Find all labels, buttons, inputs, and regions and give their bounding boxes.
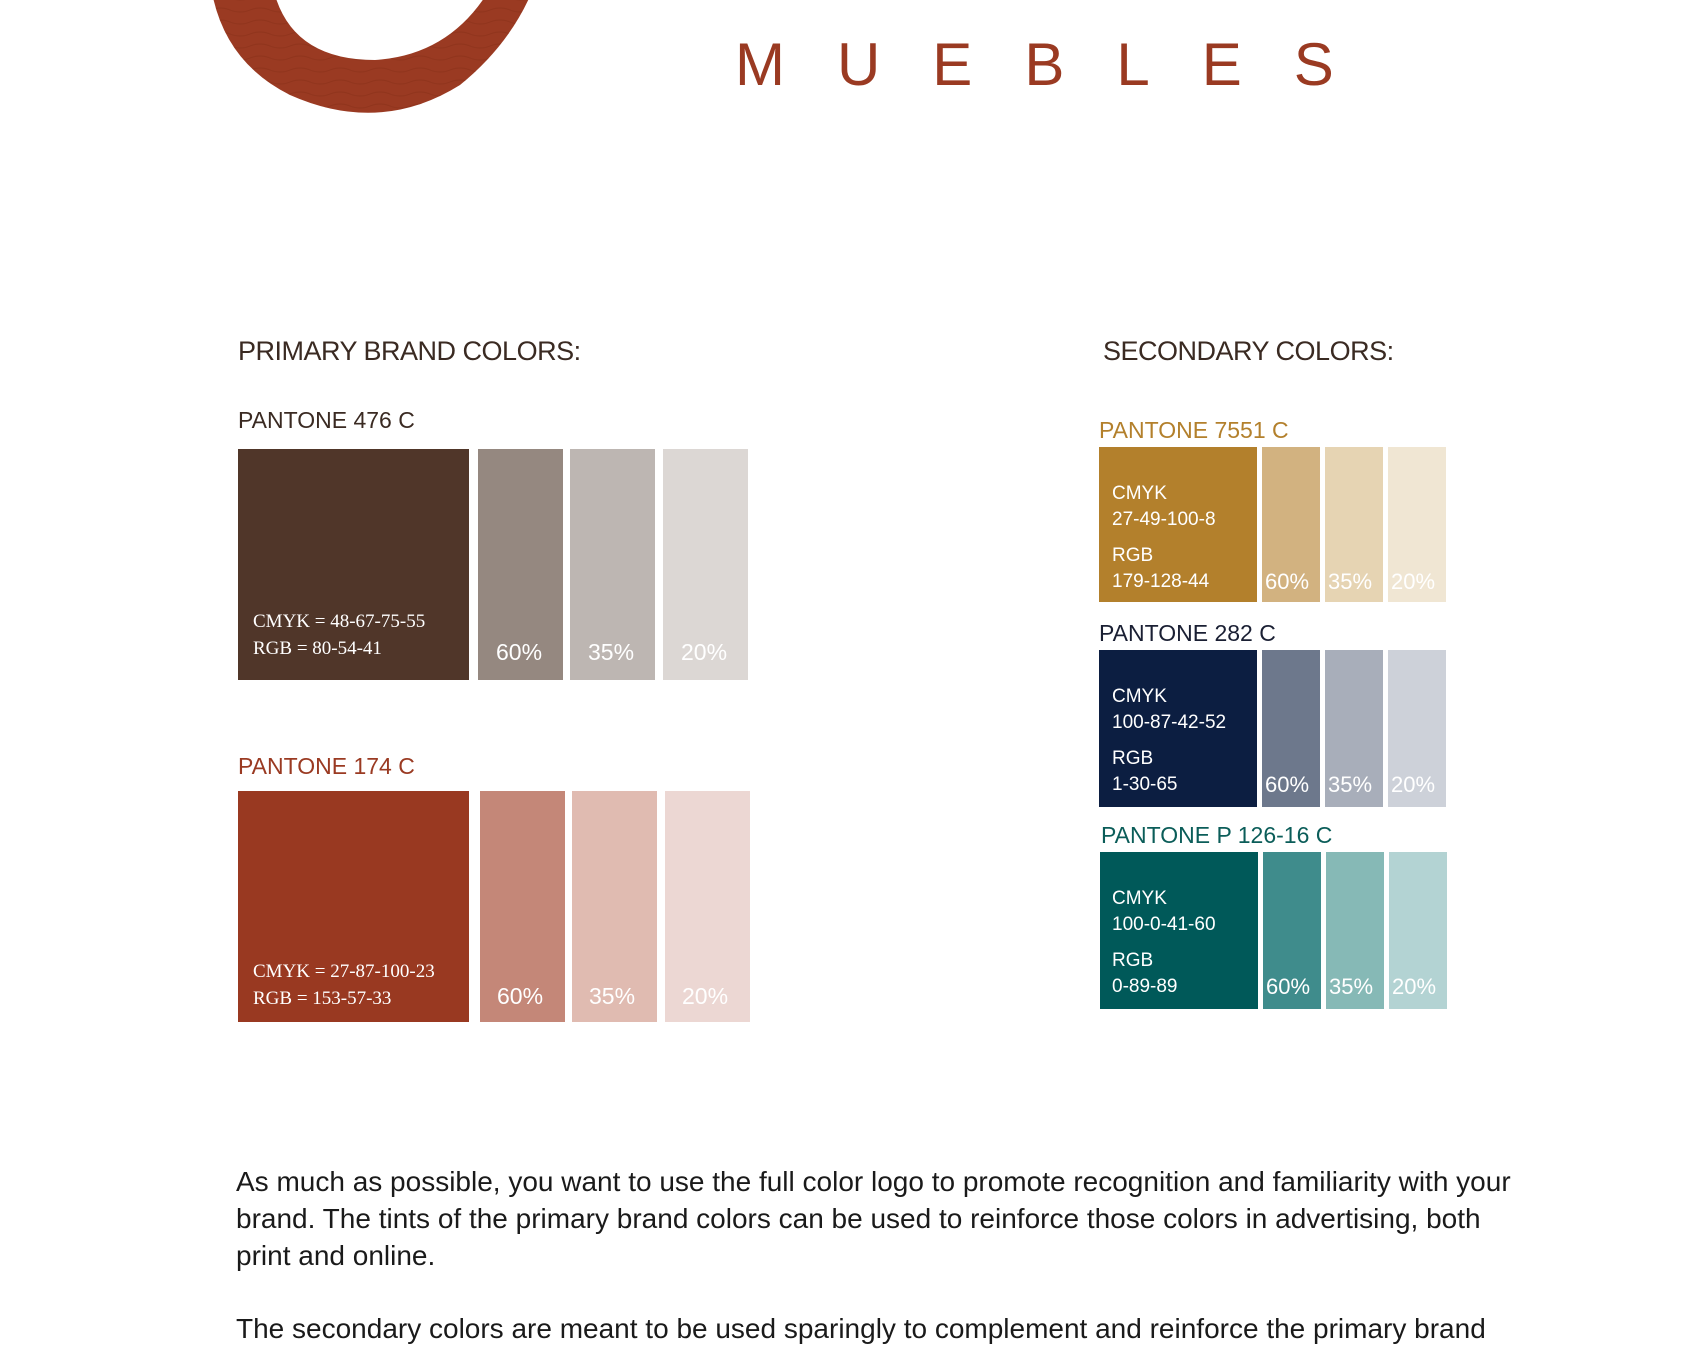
pantone-282-cmyk-label: CMYK (1112, 686, 1167, 707)
pantone-282-tint-20 (1388, 650, 1446, 807)
logo-muebles-text: MUEBLES (735, 31, 1386, 98)
usage-paragraph-2: The secondary colors are meant to be used sparingly to complement and reinforce the primary brand (236, 1313, 1486, 1344)
tint-label: 20% (682, 983, 729, 1009)
pantone-126-16-tint-60 (1263, 852, 1321, 1009)
tint-label: 20% (1391, 569, 1436, 594)
pantone-282-label: PANTONE 282 C (1099, 620, 1276, 646)
pantone-126-16-rgb-label: RGB (1112, 950, 1154, 971)
pantone-7551-tint-60 (1262, 447, 1320, 602)
logo-wood-swirl-icon (210, 0, 550, 122)
pantone-174-tint-60 (480, 791, 565, 1022)
pantone-282-swatch (1099, 650, 1257, 807)
pantone-282-tint-35 (1325, 650, 1383, 807)
pantone-476-cmyk: CMYK = 48-67-75-55 (253, 611, 426, 632)
usage-paragraph-1: As much as possible, you want to use the full color logo to promote recognition and familiarity with your brand. The tints of the primary brand colors can be used to reinforce those colors in advertising, both print and online. (236, 1166, 1511, 1271)
pantone-282-tint-60 (1262, 650, 1320, 807)
pantone-174-cmyk: CMYK = 27-87-100-23 (253, 961, 435, 982)
pantone-476-rgb: RGB = 80-54-41 (253, 638, 382, 659)
pantone-476-label: PANTONE 476 C (238, 407, 415, 433)
pantone-7551-tint-20 (1388, 447, 1446, 602)
tint-label: 60% (1265, 569, 1310, 594)
pantone-7551-cmyk: 27-49-100-8 (1112, 509, 1216, 530)
pantone-476-tint-20 (663, 449, 748, 680)
pantone-126-16-label: PANTONE P 126-16 C (1101, 822, 1333, 848)
tint-label: 20% (1392, 974, 1437, 999)
pantone-282-rgb: 1-30-65 (1112, 774, 1178, 795)
logo-wordmark-top (620, 0, 1440, 4)
pantone-174-tint-35 (572, 791, 657, 1022)
pantone-7551-swatch (1099, 447, 1257, 602)
tint-label: 60% (497, 983, 544, 1009)
pantone-282-cmyk: 100-87-42-52 (1112, 712, 1227, 733)
tint-label: 35% (589, 983, 636, 1009)
tint-label: 35% (1328, 569, 1373, 594)
pantone-174-rgb: RGB = 153-57-33 (253, 988, 392, 1009)
pantone-7551-label: PANTONE 7551 C (1099, 417, 1289, 443)
tint-label: 35% (1328, 772, 1373, 797)
tint-label: 60% (1266, 974, 1311, 999)
tint-label: 60% (496, 639, 543, 665)
pantone-7551-rgb: 179-128-44 (1112, 571, 1210, 592)
pantone-126-16-swatch (1100, 852, 1258, 1009)
pantone-7551-tint-35 (1325, 447, 1383, 602)
pantone-476-swatch (238, 449, 469, 680)
pantone-126-16-tint-35 (1326, 852, 1384, 1009)
tint-label: 35% (588, 639, 635, 665)
pantone-7551-rgb-label: RGB (1112, 545, 1154, 566)
pantone-174-tint-20 (665, 791, 750, 1022)
pantone-174-swatch (238, 791, 469, 1022)
pantone-174-label: PANTONE 174 C (238, 753, 415, 779)
pantone-126-16-tint-20 (1389, 852, 1447, 1009)
tint-label: 60% (1265, 772, 1310, 797)
pantone-476-tint-35 (570, 449, 655, 680)
tint-label: 20% (1391, 772, 1436, 797)
pantone-282-rgb-label: RGB (1112, 748, 1154, 769)
pantone-476-tint-60 (478, 449, 563, 680)
tint-label: 35% (1329, 974, 1374, 999)
pantone-126-16-cmyk: 100-0-41-60 (1112, 914, 1216, 935)
primary-colors-heading: PRIMARY BRAND COLORS: (238, 336, 581, 366)
pantone-126-16-cmyk-label: CMYK (1112, 888, 1167, 909)
pantone-126-16-rgb: 0-89-89 (1112, 976, 1178, 997)
tint-label: 20% (681, 639, 728, 665)
pantone-7551-cmyk-label: CMYK (1112, 483, 1167, 504)
logo-wordmark-shape (620, 0, 1440, 4)
secondary-colors-heading: SECONDARY COLORS: (1103, 336, 1394, 366)
logo-mark (210, 0, 550, 122)
